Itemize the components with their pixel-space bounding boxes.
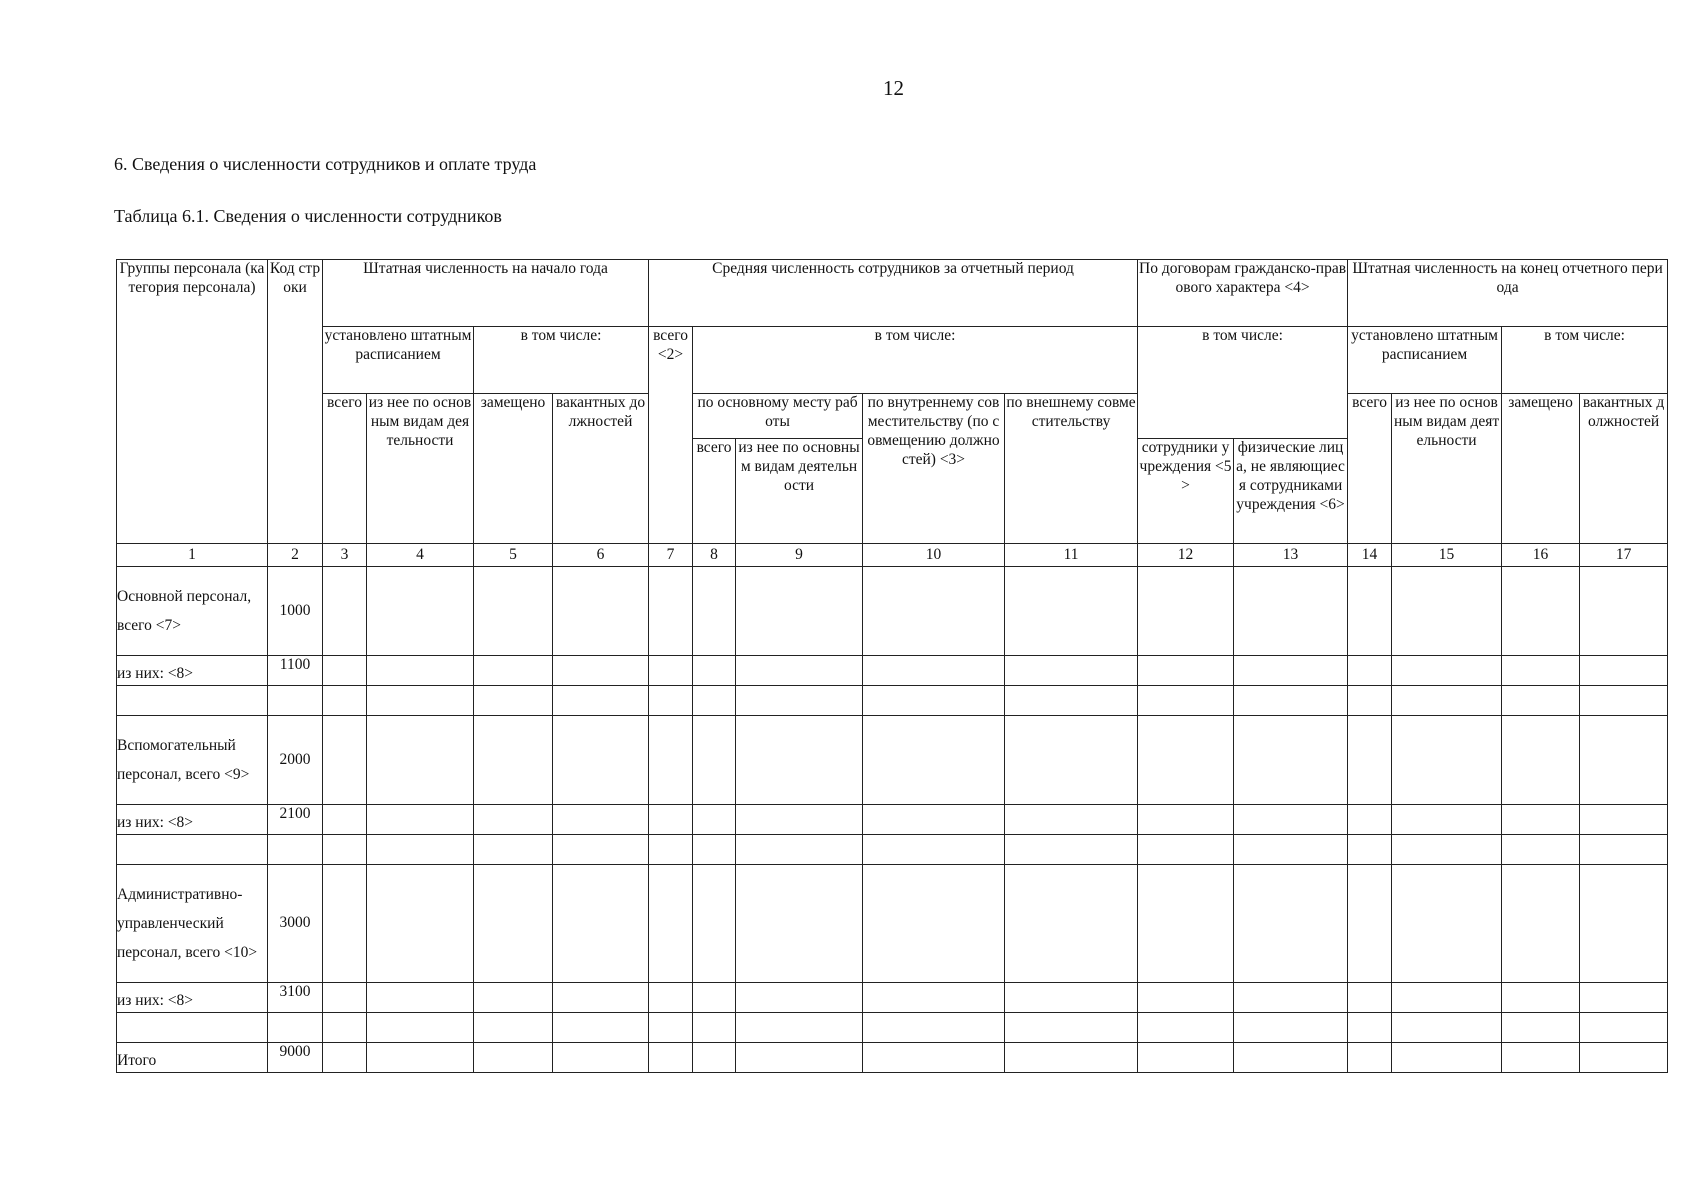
data-cell[interactable]	[1502, 1043, 1580, 1073]
data-cell[interactable]	[367, 686, 474, 716]
data-cell[interactable]	[1138, 983, 1234, 1013]
table-row	[117, 865, 1668, 983]
data-cell[interactable]	[1234, 1013, 1348, 1043]
data-cell[interactable]	[1580, 983, 1668, 1013]
column-number: 12	[1138, 544, 1234, 567]
row-label: Вспомогательный персонал, всего <9>	[117, 716, 268, 805]
column-number: 8	[693, 544, 736, 567]
column-number: 9	[736, 544, 863, 567]
data-cell[interactable]	[1348, 567, 1392, 656]
data-cell[interactable]	[367, 865, 474, 983]
data-cell[interactable]	[268, 686, 323, 716]
header-row-1	[117, 260, 1668, 327]
data-cell[interactable]	[1005, 1013, 1138, 1043]
header-row-2	[117, 327, 1668, 394]
data-cell[interactable]	[649, 835, 693, 865]
column-number: 17	[1580, 544, 1668, 567]
data-cell[interactable]	[1005, 567, 1138, 656]
column-number-row	[117, 544, 1668, 567]
data-cell[interactable]	[268, 835, 323, 865]
data-cell[interactable]	[649, 805, 693, 835]
data-cell[interactable]	[1234, 1043, 1348, 1073]
data-cell[interactable]	[693, 1043, 736, 1073]
column-number: 3	[323, 544, 367, 567]
data-cell[interactable]	[323, 716, 367, 805]
data-cell[interactable]	[1392, 983, 1502, 1013]
data-cell[interactable]	[367, 567, 474, 656]
table-row	[117, 567, 1668, 656]
row-code: 9000	[268, 1043, 323, 1073]
data-cell[interactable]	[474, 835, 553, 865]
data-cell[interactable]	[474, 865, 553, 983]
table-row	[117, 1013, 1668, 1043]
header-code: Код строки	[268, 260, 323, 544]
row-code: 1100	[268, 656, 323, 686]
data-cell[interactable]	[1234, 686, 1348, 716]
data-cell[interactable]	[474, 716, 553, 805]
header-employees: сотрудники учреждения <5>	[1138, 439, 1234, 544]
data-cell[interactable]	[1580, 686, 1668, 716]
data-cell[interactable]	[367, 1043, 474, 1073]
row-label: Основной персонал, всего <7>	[117, 567, 268, 656]
data-cell[interactable]	[1502, 567, 1580, 656]
header-start-main: из нее по основным видам деятельности	[367, 394, 474, 544]
row-label: из них: <8>	[117, 805, 268, 835]
table-row	[117, 656, 1668, 686]
data-cell[interactable]	[1580, 1013, 1668, 1043]
header-including-average: в том числе:	[693, 327, 1138, 394]
data-cell[interactable]	[1138, 805, 1234, 835]
data-cell[interactable]	[474, 567, 553, 656]
data-cell[interactable]	[367, 983, 474, 1013]
header-end-total: всего	[1348, 394, 1392, 544]
data-cell[interactable]	[1392, 835, 1502, 865]
data-cell[interactable]	[693, 1013, 736, 1043]
data-cell[interactable]	[1138, 686, 1234, 716]
data-cell[interactable]	[736, 983, 863, 1013]
data-cell[interactable]	[1392, 1043, 1502, 1073]
data-cell[interactable]	[323, 656, 367, 686]
header-including-contracts: в том числе:	[1138, 327, 1348, 439]
data-cell[interactable]	[693, 716, 736, 805]
data-cell[interactable]	[736, 716, 863, 805]
data-cell[interactable]	[474, 983, 553, 1013]
column-number: 5	[474, 544, 553, 567]
row-label: из них: <8>	[117, 983, 268, 1013]
header-average-total: всего <2>	[649, 327, 693, 544]
staff-table	[116, 259, 1668, 1073]
data-cell[interactable]	[268, 1013, 323, 1043]
row-label: Административно-управленческий персонал, всего <10>	[117, 865, 268, 983]
data-cell[interactable]	[1348, 686, 1392, 716]
data-cell[interactable]	[474, 1013, 553, 1043]
data-cell[interactable]	[1580, 835, 1668, 865]
data-cell[interactable]	[736, 1013, 863, 1043]
header-contracts: По договорам гражданско-правового характера <4>	[1138, 260, 1348, 327]
data-cell[interactable]	[863, 805, 1005, 835]
data-cell[interactable]	[1502, 686, 1580, 716]
column-number: 4	[367, 544, 474, 567]
data-cell[interactable]	[1005, 716, 1138, 805]
data-cell[interactable]	[649, 865, 693, 983]
data-cell[interactable]	[649, 1043, 693, 1073]
header-established-start: установлено штатным расписанием	[323, 327, 474, 394]
data-cell[interactable]	[1005, 1043, 1138, 1073]
data-cell[interactable]	[323, 1043, 367, 1073]
column-number: 10	[863, 544, 1005, 567]
data-cell[interactable]	[1138, 1043, 1234, 1073]
data-cell[interactable]	[649, 567, 693, 656]
data-cell[interactable]	[1234, 983, 1348, 1013]
header-groups: Группы персонала (категория персонала)	[117, 260, 268, 544]
data-cell[interactable]	[1348, 805, 1392, 835]
data-cell[interactable]	[474, 805, 553, 835]
data-cell[interactable]	[323, 805, 367, 835]
data-cell[interactable]	[367, 1013, 474, 1043]
data-cell[interactable]	[1005, 805, 1138, 835]
data-cell[interactable]	[863, 716, 1005, 805]
data-cell[interactable]	[1392, 1013, 1502, 1043]
header-main-place: по основному месту работы	[693, 394, 863, 439]
data-cell[interactable]	[863, 567, 1005, 656]
data-cell[interactable]	[323, 1013, 367, 1043]
data-cell[interactable]	[693, 567, 736, 656]
header-end-main: из нее по основным видам деятельности	[1392, 394, 1502, 544]
data-cell[interactable]	[863, 656, 1005, 686]
row-code: 2000	[268, 716, 323, 805]
data-cell[interactable]	[553, 686, 649, 716]
column-number: 7	[649, 544, 693, 567]
data-cell[interactable]	[1502, 716, 1580, 805]
data-cell[interactable]	[117, 835, 268, 865]
header-individuals: физические лица, не являющиеся сотрудниками учреждения <6>	[1234, 439, 1348, 544]
data-cell[interactable]	[736, 656, 863, 686]
table-row	[117, 983, 1668, 1013]
data-cell[interactable]	[1502, 835, 1580, 865]
header-main-place-total: всего	[693, 439, 736, 544]
data-cell[interactable]	[1138, 835, 1234, 865]
data-cell[interactable]	[553, 865, 649, 983]
data-cell[interactable]	[649, 716, 693, 805]
row-label: из них: <8>	[117, 656, 268, 686]
column-number: 16	[1502, 544, 1580, 567]
header-average: Средняя численность сотрудников за отчетный период	[649, 260, 1138, 327]
data-cell[interactable]	[367, 805, 474, 835]
data-cell[interactable]	[1348, 716, 1392, 805]
table-row	[117, 716, 1668, 805]
data-cell[interactable]	[649, 1013, 693, 1043]
data-cell[interactable]	[553, 835, 649, 865]
data-cell[interactable]	[1005, 865, 1138, 983]
data-cell[interactable]	[863, 865, 1005, 983]
data-cell[interactable]	[474, 686, 553, 716]
header-internal: по внутреннему совместительству (по совмещению должностей) <3>	[863, 394, 1005, 544]
data-cell[interactable]	[1234, 805, 1348, 835]
data-cell[interactable]	[1392, 805, 1502, 835]
data-cell[interactable]	[553, 716, 649, 805]
data-cell[interactable]	[474, 1043, 553, 1073]
column-number: 15	[1392, 544, 1502, 567]
data-cell[interactable]	[1348, 1013, 1392, 1043]
data-cell[interactable]	[863, 1043, 1005, 1073]
data-cell[interactable]	[367, 716, 474, 805]
data-cell[interactable]	[693, 686, 736, 716]
header-start-filled: замещено	[474, 394, 553, 544]
header-including-start: в том числе:	[474, 327, 649, 394]
data-cell[interactable]	[117, 1013, 268, 1043]
data-cell[interactable]	[1005, 835, 1138, 865]
data-cell[interactable]	[1580, 656, 1668, 686]
header-external: по внешнему совместительству	[1005, 394, 1138, 544]
data-cell[interactable]	[649, 656, 693, 686]
header-including-end: в том числе:	[1502, 327, 1668, 394]
data-cell[interactable]	[736, 805, 863, 835]
table-row-total	[117, 1043, 1668, 1073]
data-cell[interactable]	[367, 656, 474, 686]
column-number: 6	[553, 544, 649, 567]
data-cell[interactable]	[1392, 865, 1502, 983]
data-cell[interactable]	[1234, 865, 1348, 983]
column-number: 11	[1005, 544, 1138, 567]
data-cell[interactable]	[1005, 983, 1138, 1013]
data-cell[interactable]	[1502, 983, 1580, 1013]
row-code: 3000	[268, 865, 323, 983]
data-cell[interactable]	[1392, 716, 1502, 805]
header-start-vacant: вакантных должностей	[553, 394, 649, 544]
data-cell[interactable]	[1348, 865, 1392, 983]
data-cell[interactable]	[1234, 567, 1348, 656]
data-cell[interactable]	[1392, 686, 1502, 716]
data-cell[interactable]	[1138, 865, 1234, 983]
page-number: 12	[883, 76, 904, 100]
data-cell[interactable]	[1502, 656, 1580, 686]
data-cell[interactable]	[1005, 656, 1138, 686]
data-cell[interactable]	[117, 686, 268, 716]
data-cell[interactable]	[1580, 716, 1668, 805]
data-cell[interactable]	[1502, 805, 1580, 835]
column-number: 1	[117, 544, 268, 567]
data-cell[interactable]	[693, 865, 736, 983]
section-title: 6. Сведения о численности сотрудников и оплате труда	[114, 154, 537, 174]
data-cell[interactable]	[1348, 983, 1392, 1013]
data-cell[interactable]	[1138, 656, 1234, 686]
column-number: 14	[1348, 544, 1392, 567]
data-cell[interactable]	[1348, 835, 1392, 865]
data-cell[interactable]	[323, 835, 367, 865]
data-cell[interactable]	[736, 1043, 863, 1073]
table-row	[117, 805, 1668, 835]
header-end-filled: замещено	[1502, 394, 1580, 544]
data-cell[interactable]	[323, 567, 367, 656]
row-label: Итого	[117, 1043, 268, 1073]
data-cell[interactable]	[693, 835, 736, 865]
data-cell[interactable]	[1580, 805, 1668, 835]
data-cell[interactable]	[1348, 1043, 1392, 1073]
header-established-end: установлено штатным расписанием	[1348, 327, 1502, 394]
data-cell[interactable]	[649, 983, 693, 1013]
table-title: Таблица 6.1. Сведения о численности сотрудников	[114, 206, 502, 226]
data-cell[interactable]	[1234, 835, 1348, 865]
data-cell[interactable]	[1348, 656, 1392, 686]
data-cell[interactable]	[1502, 1013, 1580, 1043]
data-cell[interactable]	[553, 1013, 649, 1043]
data-cell[interactable]	[1005, 686, 1138, 716]
data-cell[interactable]	[693, 983, 736, 1013]
data-cell[interactable]	[553, 805, 649, 835]
header-staff-end: Штатная численность на конец отчетного периода	[1348, 260, 1668, 327]
data-cell[interactable]	[1580, 1043, 1668, 1073]
table-row	[117, 835, 1668, 865]
data-cell[interactable]	[736, 835, 863, 865]
row-code: 1000	[268, 567, 323, 656]
data-cell[interactable]	[693, 805, 736, 835]
data-cell[interactable]	[1392, 567, 1502, 656]
data-cell[interactable]	[736, 567, 863, 656]
row-code: 3100	[268, 983, 323, 1013]
data-cell[interactable]	[1392, 656, 1502, 686]
data-cell[interactable]	[553, 567, 649, 656]
header-start-total: всего	[323, 394, 367, 544]
data-cell[interactable]	[553, 983, 649, 1013]
data-cell[interactable]	[863, 983, 1005, 1013]
header-end-vacant: вакантных должностей	[1580, 394, 1668, 544]
data-cell[interactable]	[323, 983, 367, 1013]
data-cell[interactable]	[863, 1013, 1005, 1043]
data-cell[interactable]	[1580, 567, 1668, 656]
data-cell[interactable]	[693, 656, 736, 686]
column-number: 13	[1234, 544, 1348, 567]
column-number: 2	[268, 544, 323, 567]
data-cell[interactable]	[1580, 865, 1668, 983]
data-cell[interactable]	[863, 686, 1005, 716]
data-cell[interactable]	[736, 686, 863, 716]
data-cell[interactable]	[736, 865, 863, 983]
header-main-place-main: из нее по основным видам деятельности	[736, 439, 863, 544]
data-cell[interactable]	[1138, 716, 1234, 805]
data-cell[interactable]	[1234, 656, 1348, 686]
data-cell[interactable]	[367, 835, 474, 865]
data-cell[interactable]	[1502, 865, 1580, 983]
data-cell[interactable]	[323, 865, 367, 983]
table-row	[117, 686, 1668, 716]
data-cell[interactable]	[553, 656, 649, 686]
data-cell[interactable]	[1138, 1013, 1234, 1043]
data-cell[interactable]	[649, 686, 693, 716]
header-row-3	[117, 394, 1668, 439]
data-cell[interactable]	[1234, 716, 1348, 805]
header-staff-start: Штатная численность на начало года	[323, 260, 649, 327]
data-cell[interactable]	[323, 686, 367, 716]
data-cell[interactable]	[1138, 567, 1234, 656]
data-cell[interactable]	[863, 835, 1005, 865]
data-cell[interactable]	[474, 656, 553, 686]
data-cell[interactable]	[553, 1043, 649, 1073]
row-code: 2100	[268, 805, 323, 835]
